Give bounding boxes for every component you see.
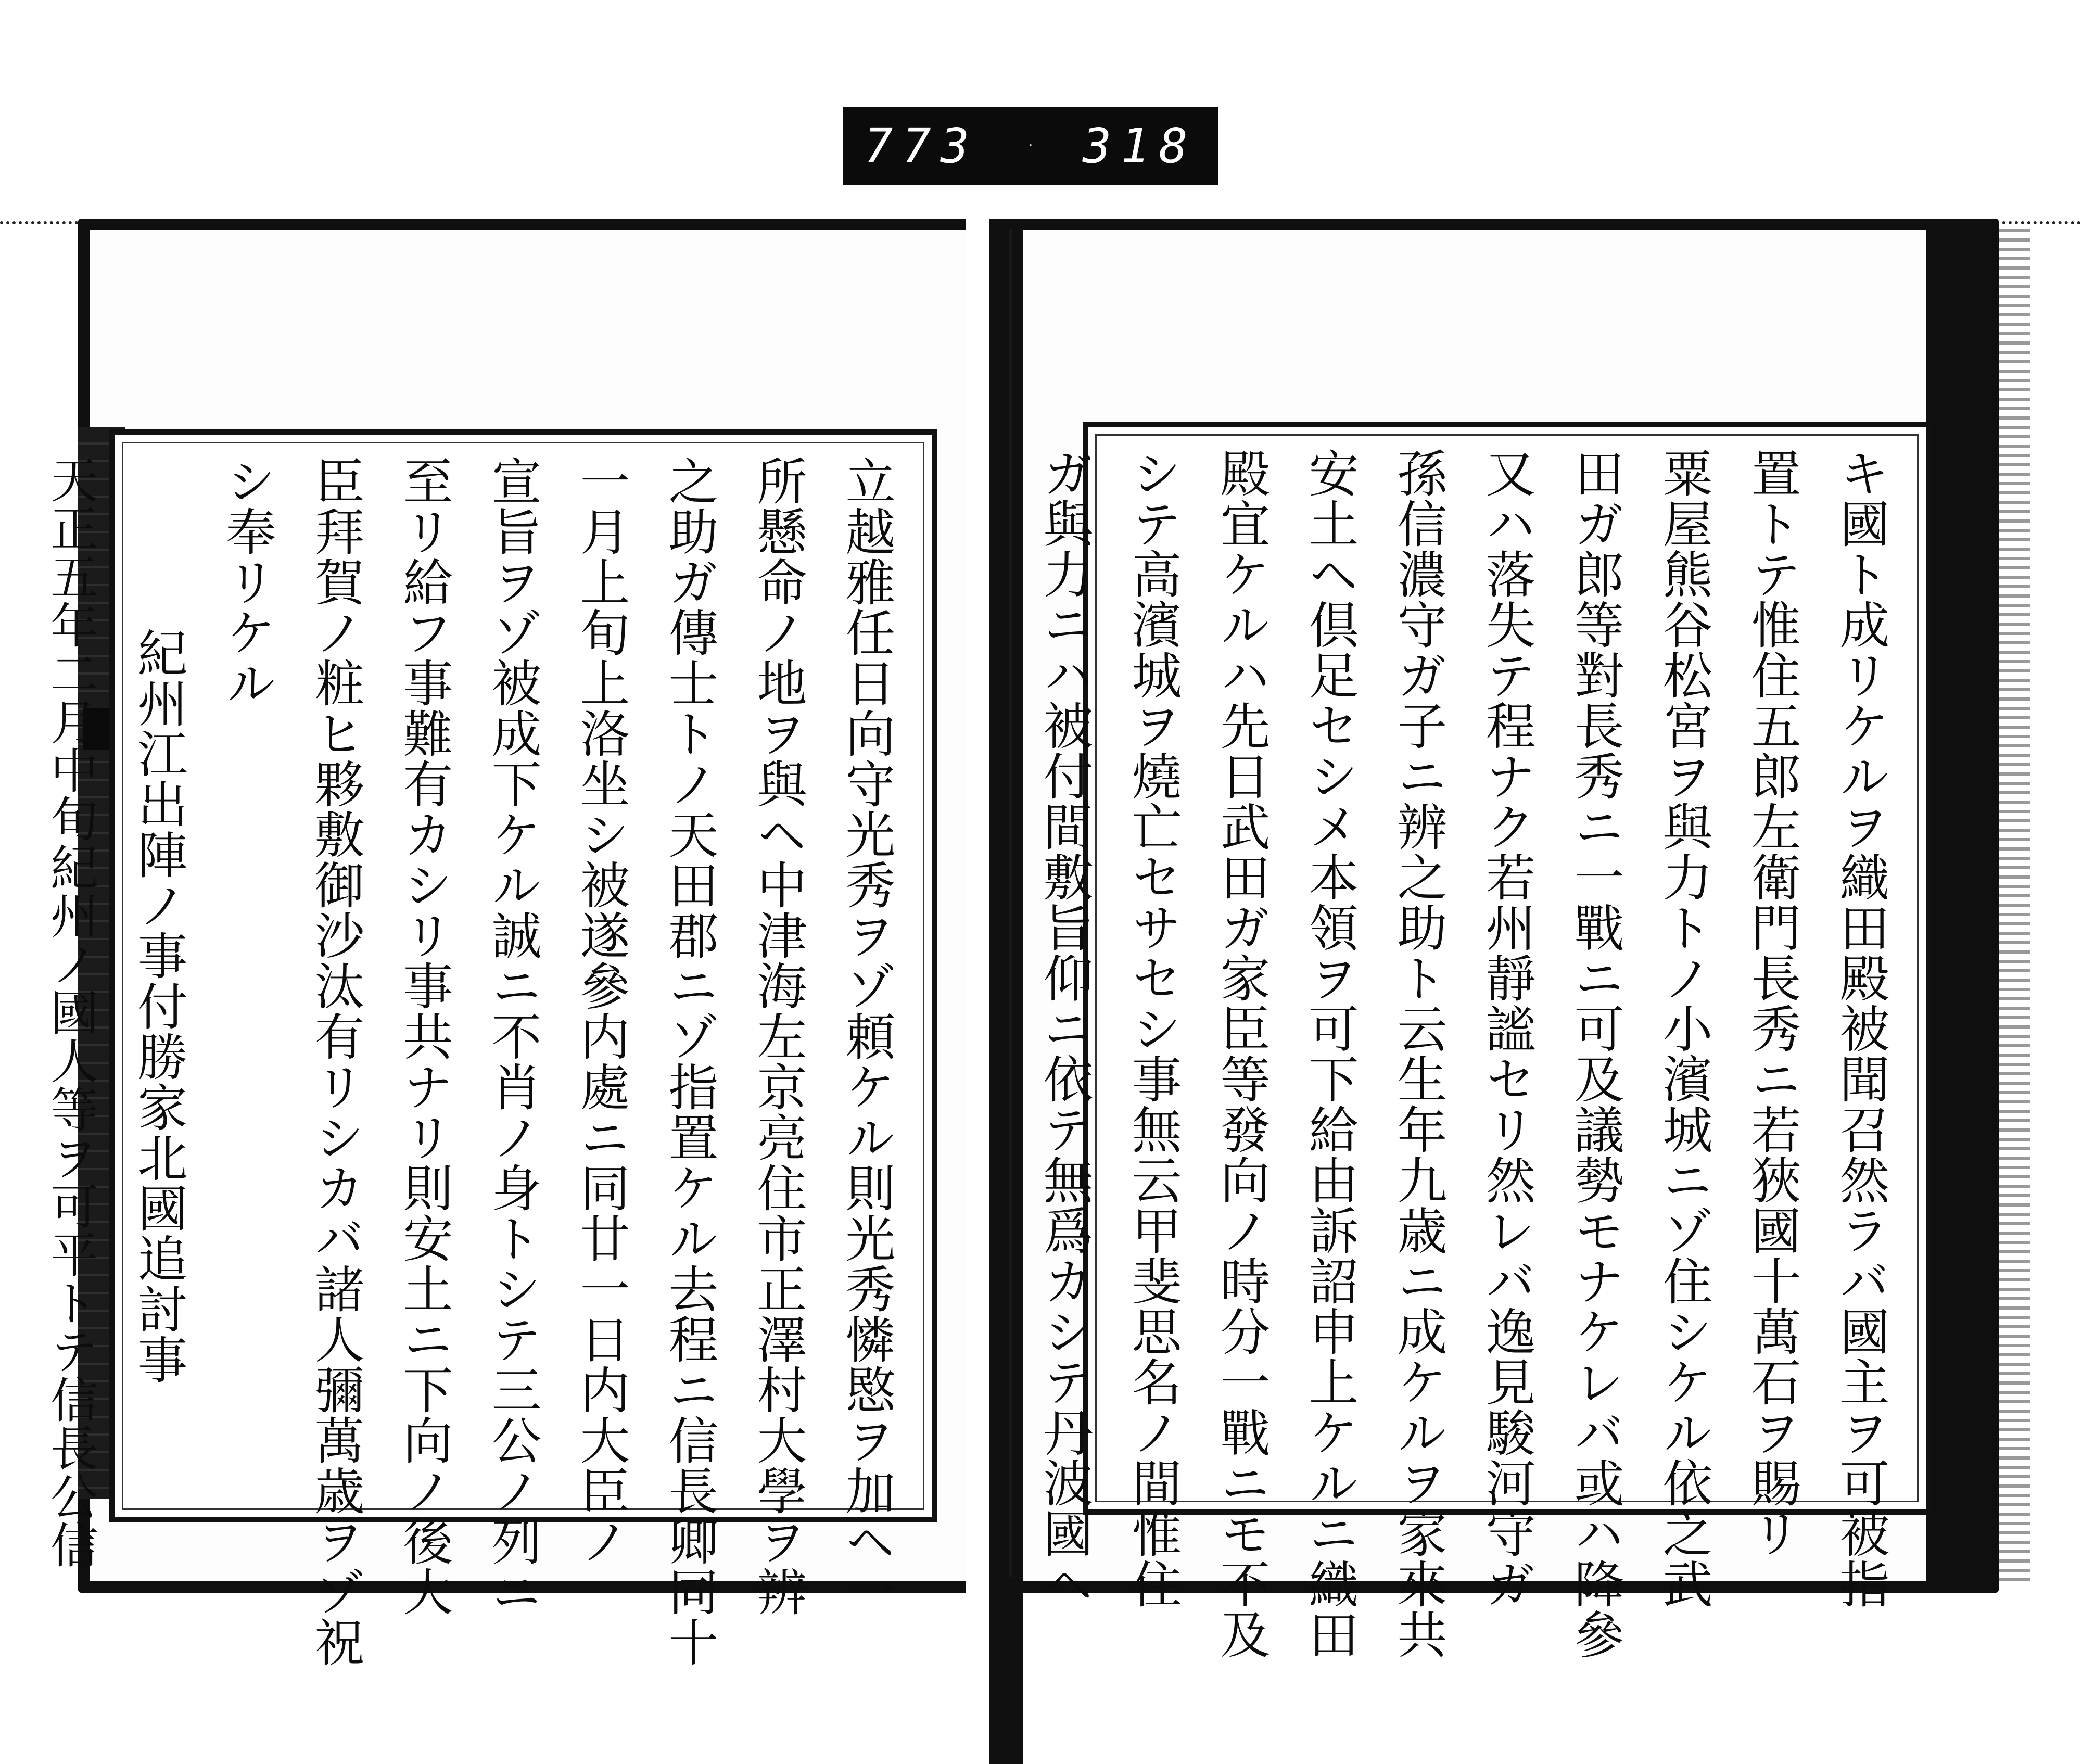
right-page-frame <box>1035 422 1931 1659</box>
right-column-5: 又ハ落失テ程ナク若州靜謐セリ然レバ逸見駿河守ガ <box>1478 448 1536 1609</box>
left-column-8: シ奉リケル <box>218 455 276 708</box>
book-spine <box>966 219 1023 1764</box>
left-column-5: 宣旨ヲゾ被成下ケル誠ニ不肖ノ身トシテ三公ノ列ニ <box>484 455 542 1617</box>
catalog-label <box>843 107 1218 185</box>
left-page-text <box>43 455 911 1667</box>
right-column-4: 田ガ郎等對長秀ニ一戰ニ可及議勢モナケレバ或ハ降參 <box>1566 448 1624 1659</box>
catalog-right-number: 318 <box>1082 118 1197 174</box>
gutter-line <box>1009 229 1012 1577</box>
right-page-text <box>1035 448 1905 1659</box>
right-column-3: 粟屋熊谷松宮ヲ與力トノ小濱城ニゾ住シケル依之武 <box>1655 448 1713 1609</box>
left-column-10: 天正五年二月中旬紀州ノ國人等ヲ可平トテ信長公信 <box>43 455 98 1569</box>
right-page-edge <box>1926 224 1999 1588</box>
left-column-2: 所懸命ノ地ヲ與ヘ中津海左京亮住市正澤村大學ヲ辨 <box>749 455 807 1617</box>
catalog-left-number: 773 <box>864 118 979 174</box>
right-column-9: シテ高濱城ヲ燒亡セサセシ事無云甲斐思名ノ間惟住 <box>1124 448 1182 1609</box>
right-edge-shadow <box>1999 229 2030 1582</box>
right-column-8: 殿宜ケルハ先日武田ガ家臣等發向ノ時分一戰ニモ不及 <box>1212 448 1271 1659</box>
right-column-1: キ國ト成リケルヲ織田殿被聞召然ラバ國主ヲ可被指 <box>1832 448 1890 1609</box>
right-column-10: ガ與力ニハ被付間敷旨仰ニ依テ無爲カシテ丹波國ヘ <box>1035 448 1094 1609</box>
catalog-separator-dot: · <box>1028 138 1033 154</box>
right-column-2: 置トテ惟住五郎左衛門長秀ニ若狹國十萬石ヲ賜リ <box>1743 448 1801 1558</box>
left-column-3: 之助ガ傳士トノ天田郡ニゾ指置ケル去程ニ信長卿同十 <box>661 455 719 1667</box>
left-column-7: 臣拜賀ノ粧ヒ夥敷御沙汰有リシカバ諸人彌萬歳ヲゾ祝 <box>307 455 365 1667</box>
left-column-1: 立越雅任日向守光秀ヲゾ頼ケル則光秀憐愍ヲ加ヘ一 <box>837 455 896 1617</box>
right-column-6: 孫信濃守ガ子ニ辨之助ト云生年九歳ニ成ケルヲ家來共 <box>1389 448 1448 1659</box>
chapter-heading: 紀州江出陣ノ事付勝家北國追討事 <box>130 627 188 1385</box>
left-page-frame <box>43 429 937 1667</box>
right-column-7: 安土ヘ倶足セシメ本領ヲ可下給由訴詔申上ケルニ織田 <box>1301 448 1359 1659</box>
left-column-6: 至リ給フ事難有カシリ事共ナリ則安土ニ下向ノ後大 <box>395 455 453 1617</box>
left-column-4: 一月上旬上洛坐シ被遂參内處ニ同廿一日内大臣ノ <box>572 455 630 1566</box>
